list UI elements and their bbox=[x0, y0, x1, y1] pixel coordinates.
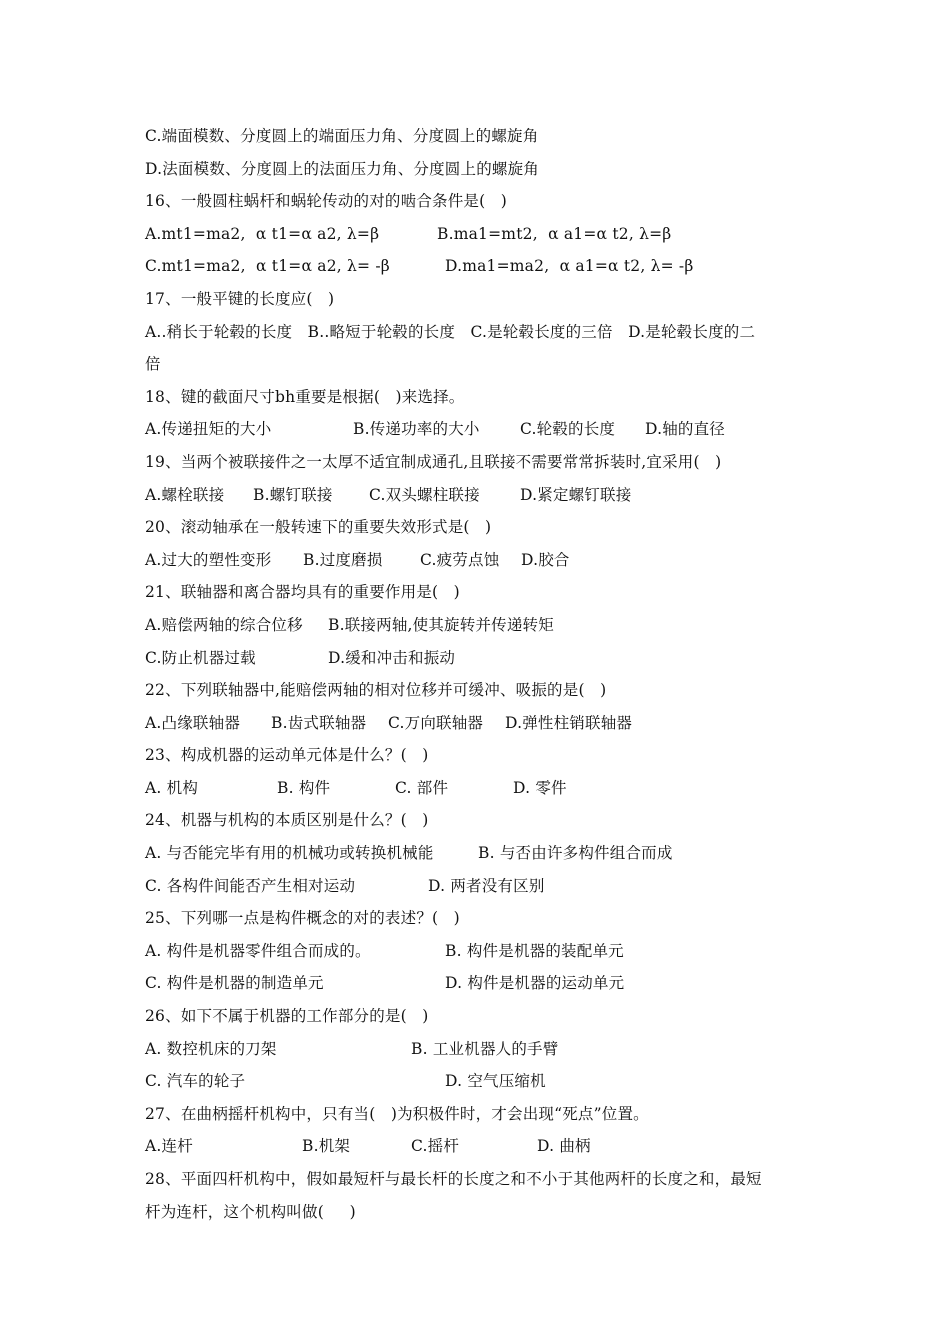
question-28: 28、平面四杆机构中，假如最短杆与最长杆的长度之和不小于其他两杆的长度之和，最短 bbox=[145, 1170, 762, 1188]
options-24-ab bbox=[145, 837, 815, 870]
option-a: A.赔偿两轴的综合位移 bbox=[145, 615, 303, 634]
option-c: C.防止机器过载 bbox=[145, 648, 256, 667]
option-c: C.双头螺柱联接 bbox=[369, 485, 480, 504]
option-a: A.mt1=ma2, α t1=α a2, λ=β bbox=[145, 224, 380, 243]
option-c: C. 各构件间能否产生相对运动 bbox=[145, 876, 356, 895]
option-a: A.传递扭矩的大小 bbox=[145, 420, 272, 439]
option-b: B.ma1=mt2, α a1=α t2, λ=β bbox=[437, 224, 672, 243]
question-28-continued: 杆为连杆，这个机构叫做( ) bbox=[145, 1202, 356, 1221]
options-21-ab bbox=[145, 609, 815, 642]
option-a: A. 数控机床的刀架 bbox=[145, 1039, 277, 1058]
question-22: 22、下列联轴器中,能赔偿两轴的相对位移并可缓冲、吸振的是( ) bbox=[145, 681, 607, 700]
option-d: D. 构件是机器的运动单元 bbox=[445, 974, 625, 993]
options-19 bbox=[145, 479, 815, 512]
option-b: B. 与否由许多构件组合而成 bbox=[478, 844, 673, 863]
option-d: D.轴的直径 bbox=[645, 420, 726, 439]
option-b: B.过度磨损 bbox=[303, 550, 383, 569]
options-22 bbox=[145, 707, 815, 740]
option-a: A. 构件是机器零件组合而成的。 bbox=[145, 941, 371, 960]
option-d: D.ma1=ma2, α a1=α t2, λ= -β bbox=[445, 257, 694, 276]
options-25-ab bbox=[145, 935, 815, 968]
option-a: A. 与否能完毕有用的机械功或转换机械能 bbox=[145, 844, 434, 863]
options-25-cd bbox=[145, 967, 815, 1000]
question-18: 18、键的截面尺寸bh重要是根据( )来选择。 bbox=[145, 387, 465, 406]
option-b: B. 构件 bbox=[277, 778, 331, 797]
question-24: 24、机器与机构的本质区别是什么？( ) bbox=[145, 811, 429, 830]
option-d: D. 零件 bbox=[513, 778, 567, 797]
option-b: B. 工业机器人的手臂 bbox=[411, 1039, 559, 1058]
options-21-cd bbox=[145, 642, 815, 675]
option-a: A.凸缘联轴器 bbox=[145, 713, 241, 732]
option-a: A.过大的塑性变形 bbox=[145, 550, 272, 569]
question-21: 21、联轴器和离合器均具有的重要作用是( ) bbox=[145, 583, 460, 602]
options-17-continued: 倍 bbox=[145, 355, 161, 374]
question-23: 23、构成机器的运动单元体是什么？( ) bbox=[145, 746, 429, 765]
option-line-d-15: D.法面模数、分度圆上的法面压力角、分度圆上的螺旋角 bbox=[145, 159, 540, 178]
question-20: 20、滚动轴承在一般转速下的重要失效形式是( ) bbox=[145, 518, 492, 537]
question-26: 26、如下不属于机器的工作部分的是( ) bbox=[145, 1007, 429, 1026]
option-b: B. 构件是机器的装配单元 bbox=[445, 941, 624, 960]
option-b: B.齿式联轴器 bbox=[271, 713, 367, 732]
option-c: C.轮毂的长度 bbox=[520, 420, 616, 439]
option-d: D.缓和冲击和振动 bbox=[328, 648, 456, 667]
option-c: C. 汽车的轮子 bbox=[145, 1072, 246, 1091]
option-line-c-15: C.端面模数、分度圆上的端面压力角、分度圆上的螺旋角 bbox=[145, 127, 539, 145]
option-d: D.胶合 bbox=[521, 550, 570, 569]
options-23 bbox=[145, 772, 815, 805]
option-c: C.万向联轴器 bbox=[388, 713, 484, 732]
option-c: C. 部件 bbox=[395, 778, 449, 797]
question-list bbox=[145, 120, 815, 1228]
option-a: A.连杆 bbox=[145, 1137, 193, 1156]
question-16: 16、一般圆柱蜗杆和蜗轮传动的对的啮合条件是( ) bbox=[145, 192, 507, 211]
option-b: B.螺钉联接 bbox=[253, 485, 333, 504]
options-16-cd bbox=[145, 250, 815, 283]
option-d: D. 空气压缩机 bbox=[445, 1072, 546, 1091]
question-17: 17、一般平键的长度应( ) bbox=[145, 289, 335, 308]
options-26-ab bbox=[145, 1033, 815, 1066]
options-26-cd bbox=[145, 1065, 815, 1098]
options-27 bbox=[145, 1130, 815, 1163]
option-d: D. 曲柄 bbox=[537, 1137, 591, 1156]
option-b: B.传递功率的大小 bbox=[353, 420, 480, 439]
option-d: D.紧定螺钉联接 bbox=[520, 485, 632, 504]
question-27: 27、在曲柄摇杆机构中，只有当( )为积极件时，才会出现“死点”位置。 bbox=[145, 1104, 649, 1123]
option-c: C.疲劳点蚀 bbox=[420, 550, 500, 569]
option-d: D. 两者没有区别 bbox=[428, 876, 545, 895]
option-a: A.螺栓联接 bbox=[145, 485, 225, 504]
question-25: 25、下列哪一点是构件概念的对的表述？( ) bbox=[145, 909, 460, 928]
option-b: B.联接两轴,使其旋转并传递转矩 bbox=[328, 615, 554, 634]
options-24-cd bbox=[145, 870, 815, 903]
option-c: C.mt1=ma2, α t1=α a2, λ= -β bbox=[145, 257, 390, 276]
options-20 bbox=[145, 544, 815, 577]
option-d: D.弹性柱销联轴器 bbox=[505, 713, 633, 732]
question-19: 19、当两个被联接件之一太厚不适宜制成通孔,且联接不需要常常拆装时,宜采用( ) bbox=[145, 452, 722, 471]
options-17: A..稍长于轮毂的长度 B..略短于轮毂的长度 C.是轮毂长度的三倍 D.是轮毂长度的二 bbox=[145, 322, 756, 341]
options-18 bbox=[145, 413, 815, 446]
options-16-ab bbox=[145, 218, 815, 251]
option-c: C.摇杆 bbox=[411, 1137, 460, 1156]
option-b: B.机架 bbox=[302, 1137, 351, 1156]
option-a: A. 机构 bbox=[145, 778, 199, 797]
option-c: C. 构件是机器的制造单元 bbox=[145, 974, 324, 993]
